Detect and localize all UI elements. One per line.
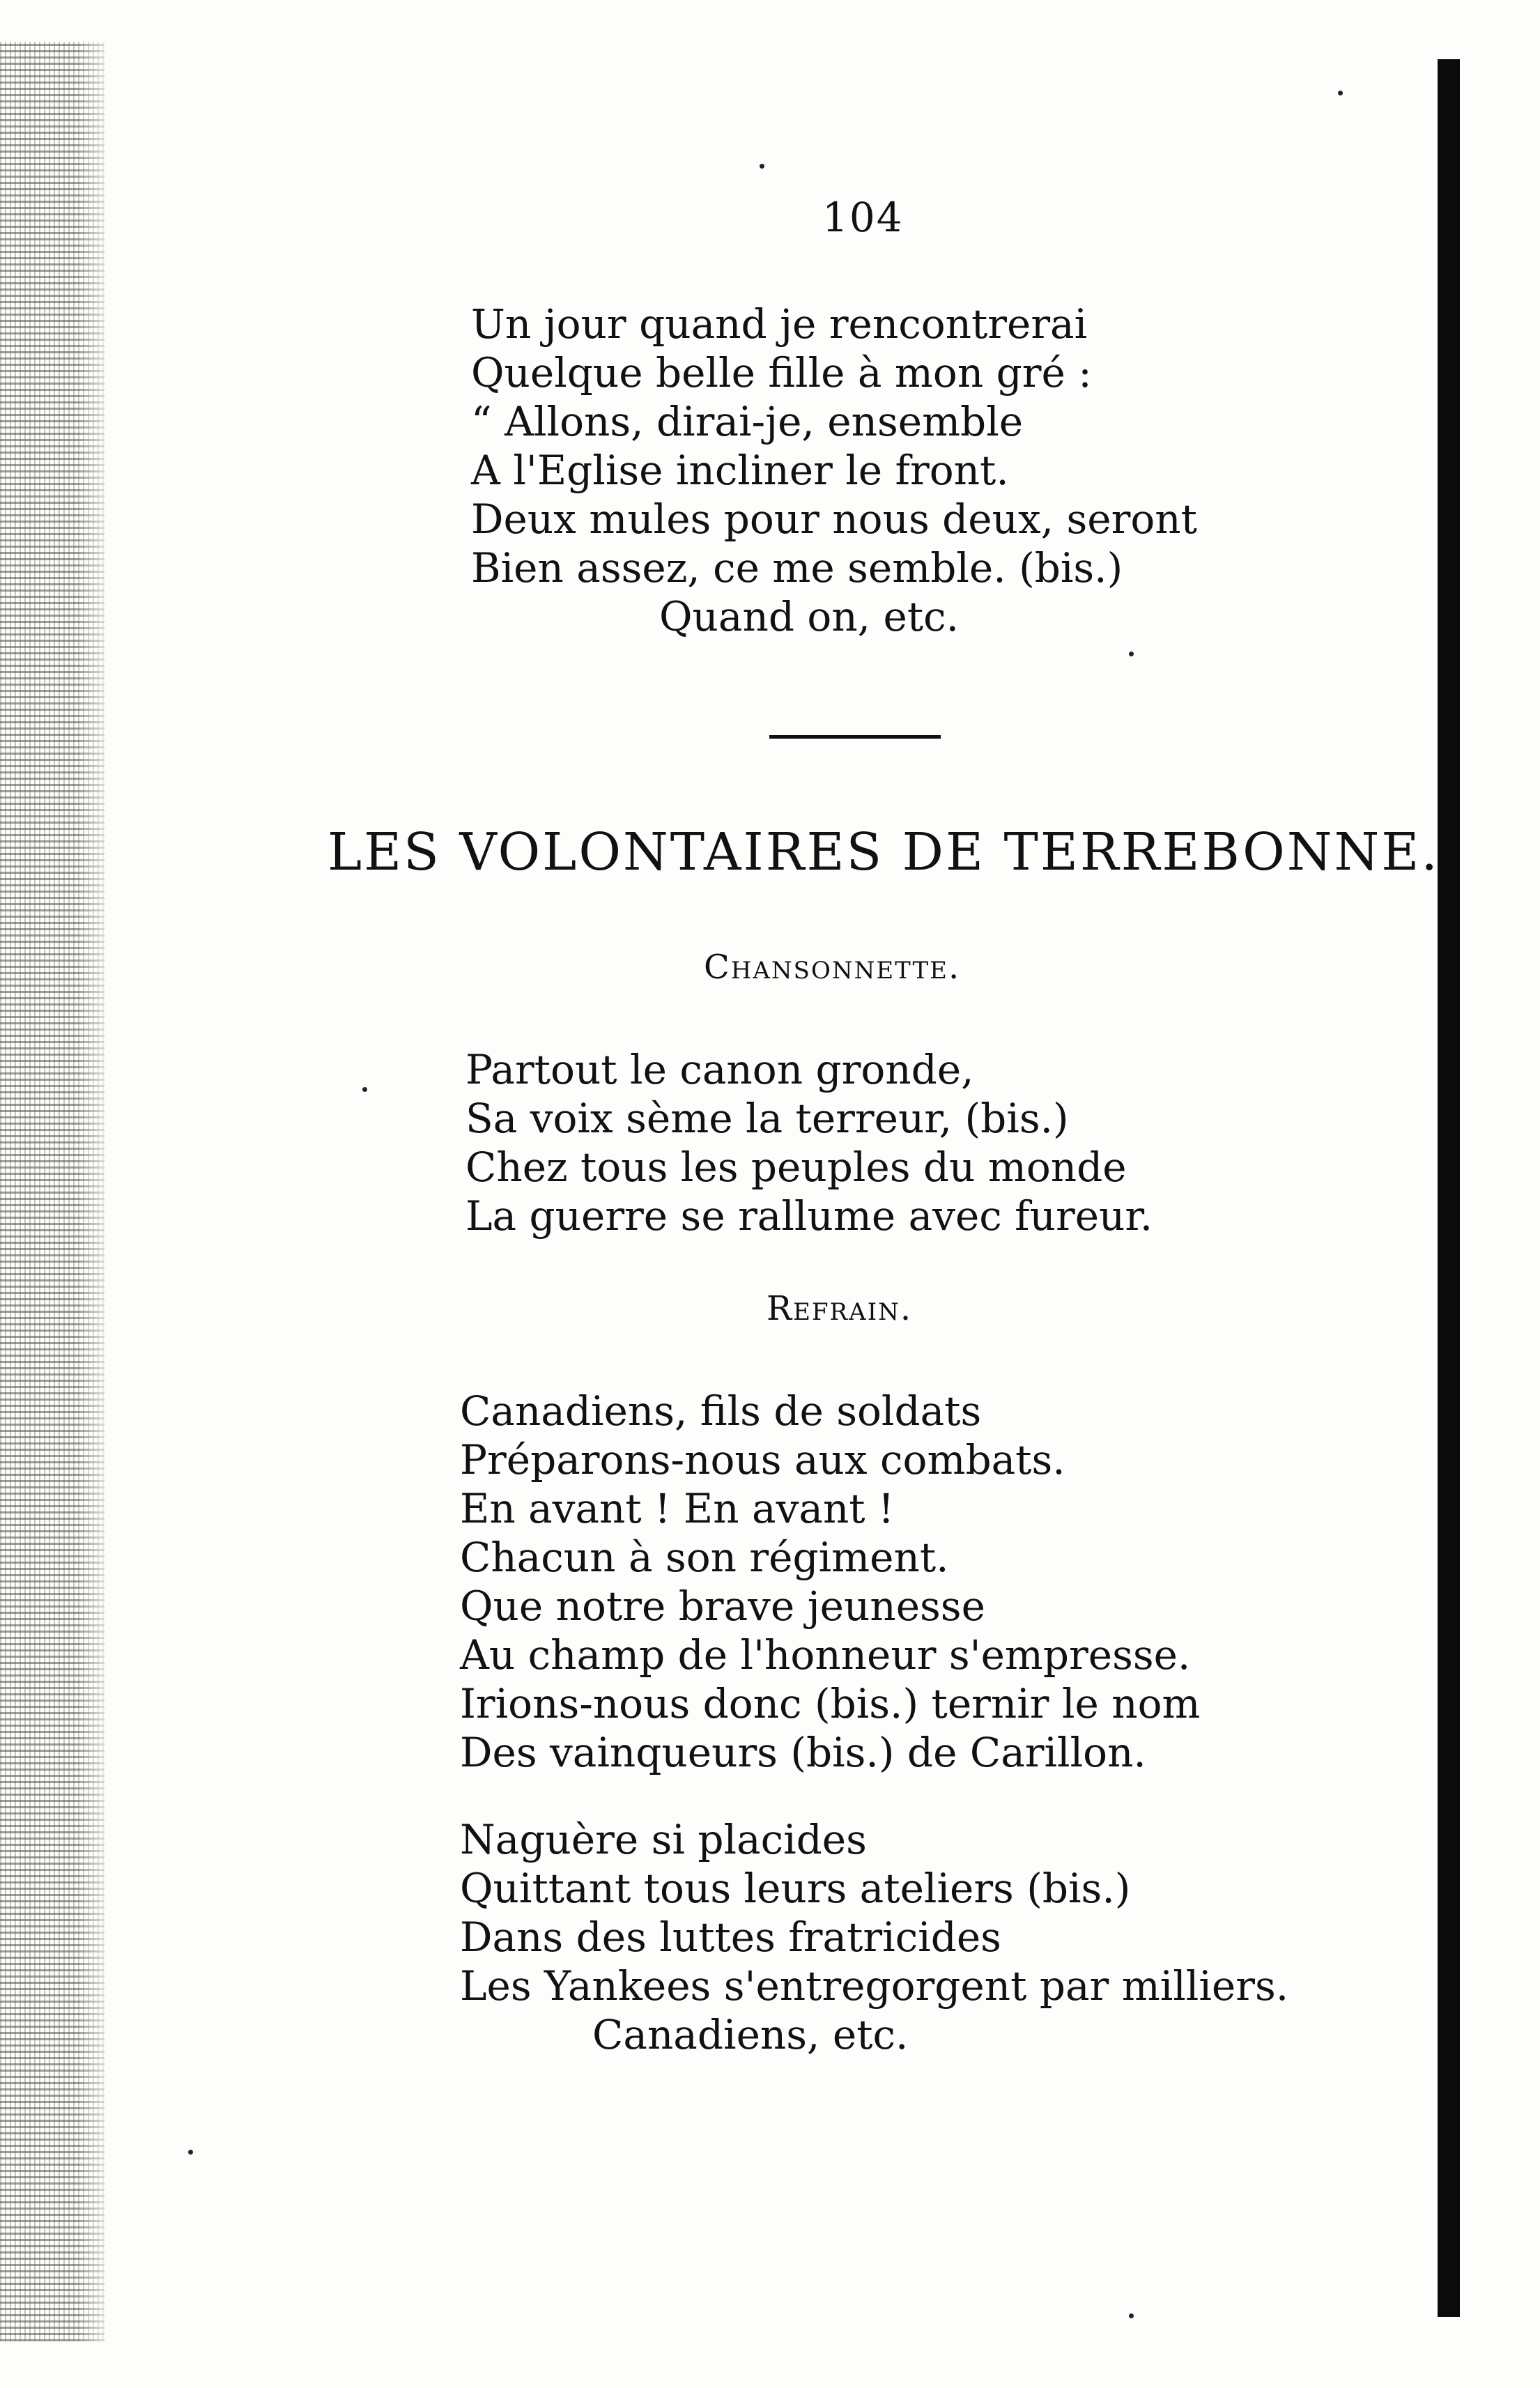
verse-line: Sa voix sème la terreur, (bis.) [465, 1095, 1069, 1142]
verse-line: Quelque belle fille à mon gré : [471, 349, 1092, 396]
verse-line: Préparons-nous aux combats. [460, 1436, 1065, 1484]
verse-line-etc: Canadiens, etc. [592, 2011, 909, 2058]
verse-line-etc: Quand on, etc. [659, 593, 960, 640]
scan-speck [1129, 652, 1134, 656]
verse-line: Canadiens, fils de soldats [460, 1387, 982, 1435]
verse-line: Partout le canon gronde, [465, 1046, 974, 1093]
verse-line: Chacun à son régiment. [460, 1534, 949, 1581]
verse-line: A l'Eglise incliner le front. [471, 447, 1009, 494]
scan-speck [1129, 2313, 1134, 2318]
verse-line: Naguère si placides [460, 1816, 867, 1863]
verse-line: Irions-nous donc (bis.) ternir le nom [460, 1680, 1201, 1727]
verse-line: Chez tous les peuples du monde [465, 1143, 1127, 1191]
verse-line: Que notre brave jeunesse [460, 1582, 985, 1630]
verse-two [460, 1815, 1288, 2059]
scan-speck [760, 164, 764, 169]
verse-line: Un jour quand je rencontrerai [471, 300, 1088, 348]
verse-line: Dans des luttes fratricides [460, 1913, 1001, 1961]
stanza-intro [471, 300, 1197, 641]
page-number: 104 [822, 194, 904, 241]
verse-line: Quittant tous leurs ateliers (bis.) [460, 1865, 1131, 1912]
page-edge-black-bar [1438, 59, 1460, 2317]
verse-line: En avant ! En avant ! [460, 1485, 895, 1532]
verse-line: Deux mules pour nous deux, seront [471, 495, 1197, 543]
refrain-heading: Refrain. [767, 1289, 913, 1328]
refrain [460, 1387, 1201, 1777]
song-title: LES VOLONTAIRES DE TERREBONNE. [328, 822, 1440, 882]
verse-line: Des vainqueurs (bis.) de Carillon. [460, 1729, 1146, 1776]
verse-one [465, 1045, 1153, 1240]
binding-gutter-fade [77, 42, 118, 2341]
scan-speck [1338, 91, 1343, 95]
scan-speck [188, 2150, 193, 2155]
verse-line: Bien assez, ce me semble. (bis.) [471, 544, 1123, 592]
verse-line: “ Allons, dirai-je, ensemble [471, 398, 1024, 445]
verse-line: Les Yankees s'entregorgent par milliers. [460, 1962, 1289, 2010]
song-subtitle: Chansonnette. [704, 948, 961, 987]
verse-line: La guerre se rallume avec fureur. [465, 1192, 1153, 1240]
verse-line: Au champ de l'honneur s'empresse. [460, 1631, 1191, 1679]
scan-speck [362, 1087, 367, 1092]
section-divider [769, 735, 941, 739]
